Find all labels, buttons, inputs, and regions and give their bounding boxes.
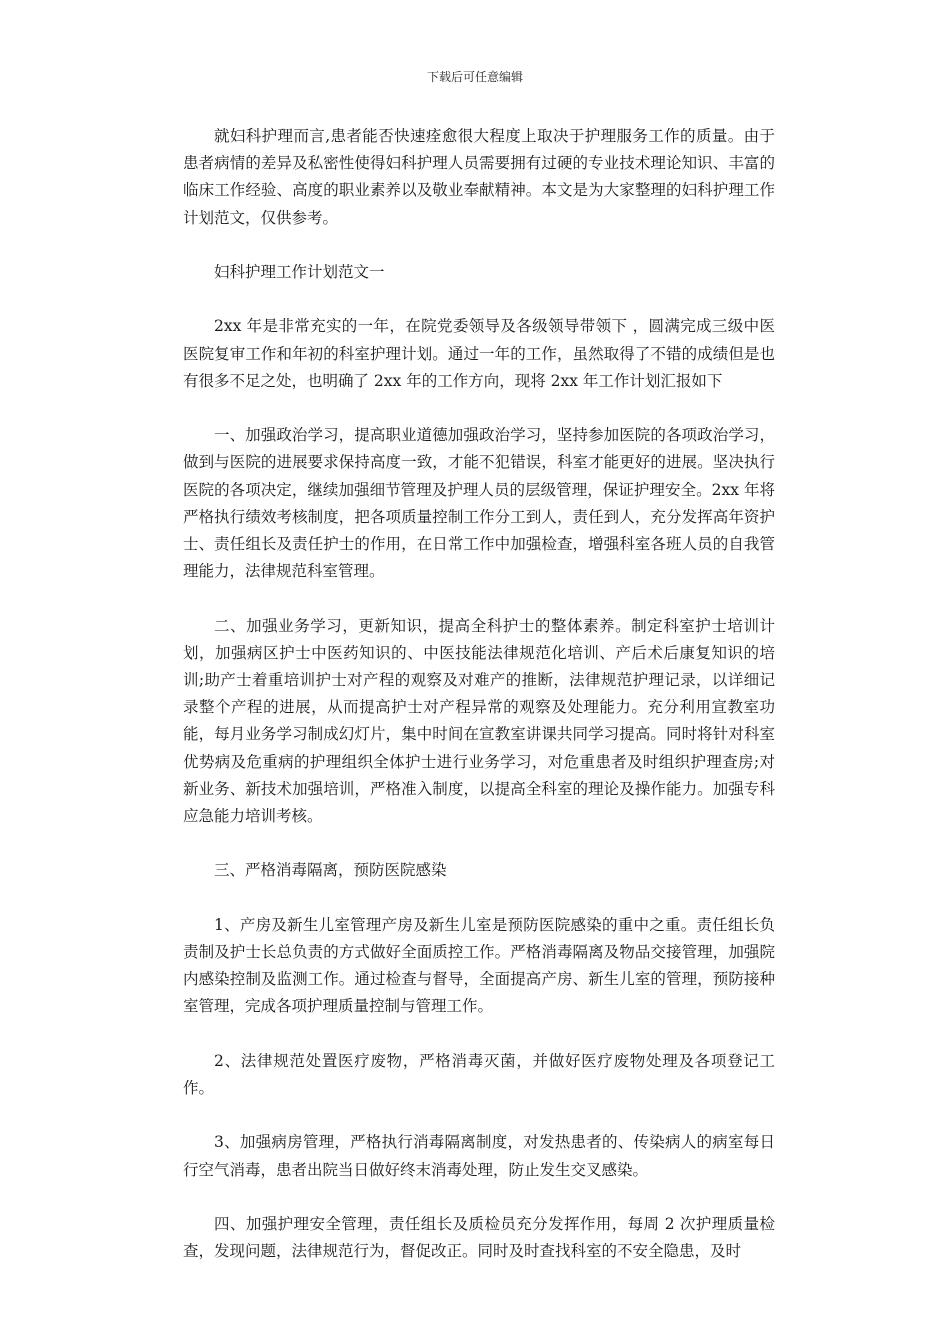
section-title: 妇科护理工作计划范文一 xyxy=(214,263,385,281)
paragraph-ward-management: 3、加强病房管理，严格执行消毒隔离制度，对发热患者的、传染病人的病室每日行空气消毒，患者出院当日做好终末消毒处理，防止发生交叉感染。 xyxy=(183,1133,775,1179)
paragraph-political-study: 一、加强政治学习，提高职业道德加强政治学习，坚持参加医院的各项政治学习，做到与医院的进展要求保持高度一致，才能不犯错误，科室才能更好的进展。坚决执行医院的各项决定，继续加强细节管理及护理人员的层级管理，保证护理安全。2xx 年将严格执行绩效考核制度，把各项质量控制工作分工到人，责任到人，充分发挥高年资护士、责任组长及责任护士的作用，在日常工作中加强检查，增强科室各班人员的自我管理能力，法律规范科室管理。 xyxy=(183,426,775,581)
paragraph-summary: 2xx 年是非常充实的一年，在院党委领导及各级领导带领下 ，圆满完成三级中医医院复审工作和年初的科室护理计划。通过一年的工作，虽然取得了不错的成绩但是也有很多不足之处，也明确了 2xx 年的工作方向，现将 2xx 年工作计划汇报如下 xyxy=(183,317,775,390)
document-body xyxy=(183,123,775,1293)
paragraph-business-study: 二、加强业务学习，更新知识，提高全科护士的整体素养。制定科室护士培训计划，加强病区护士中医药知识的、中医技能法律规范化培训、产后术后康复知识的培训;助产士着重培训护士对产程的观察及对难产的推断，法律规范护理记录，以详细记录整个产程的进展，从而提高护士对产程异常的观察及处理能力。充分利用宣教室功能，每月业务学习制成幻灯片，集中时间在宣教室讲课共同学习提高。同时将针对科室优势病及危重病的护理组织全体护士进行业务学习，对危重患者及时组织护理查房;对新业务、新技术加强培训，严格准入制度，以提高全科室的理论及操作能力。加强专科应急能力培训考核。 xyxy=(183,616,775,826)
paragraph-delivery-room: 1、产房及新生儿室管理产房及新生儿室是预防医院感染的重中之重。责任组长负责制及护士长总负责的方式做好全面质控工作。严格消毒隔离及物品交接管理，加强院内感染控制及监测工作。通过检查与督导，全面提高产房、新生儿室的管理，预防接种室管理，完成各项护理质量控制与管理工作。 xyxy=(183,915,775,1016)
page-header-note: 下载后可任意编辑 xyxy=(426,70,523,84)
intro-paragraph: 就妇科护理而言,患者能否快速痊愈很大程度上取决于护理服务工作的质量。由于患者病情的差异及私密性使得妇科护理人员需要拥有过硬的专业技术理论知识、丰富的临床工作经验、高度的职业素养以及敬业奉献精神。本文是为大家整理的妇科护理工作计划范文，仅供参考。 xyxy=(183,127,775,227)
heading-disinfection: 三、严格消毒隔离，预防医院感染 xyxy=(214,861,447,880)
paragraph-medical-waste: 2、法律规范处置医疗废物，严格消毒灭菌，并做好医疗废物处理及各项登记工作。 xyxy=(183,1051,775,1097)
paragraph-safety-management: 四、加强护理安全管理，责任组长及质检员充分发挥作用，每周 2 次护理质量检查，发现问题，法律规范行为，督促改正。同时及时查找科室的不安全隐患，及时 xyxy=(183,1214,775,1261)
